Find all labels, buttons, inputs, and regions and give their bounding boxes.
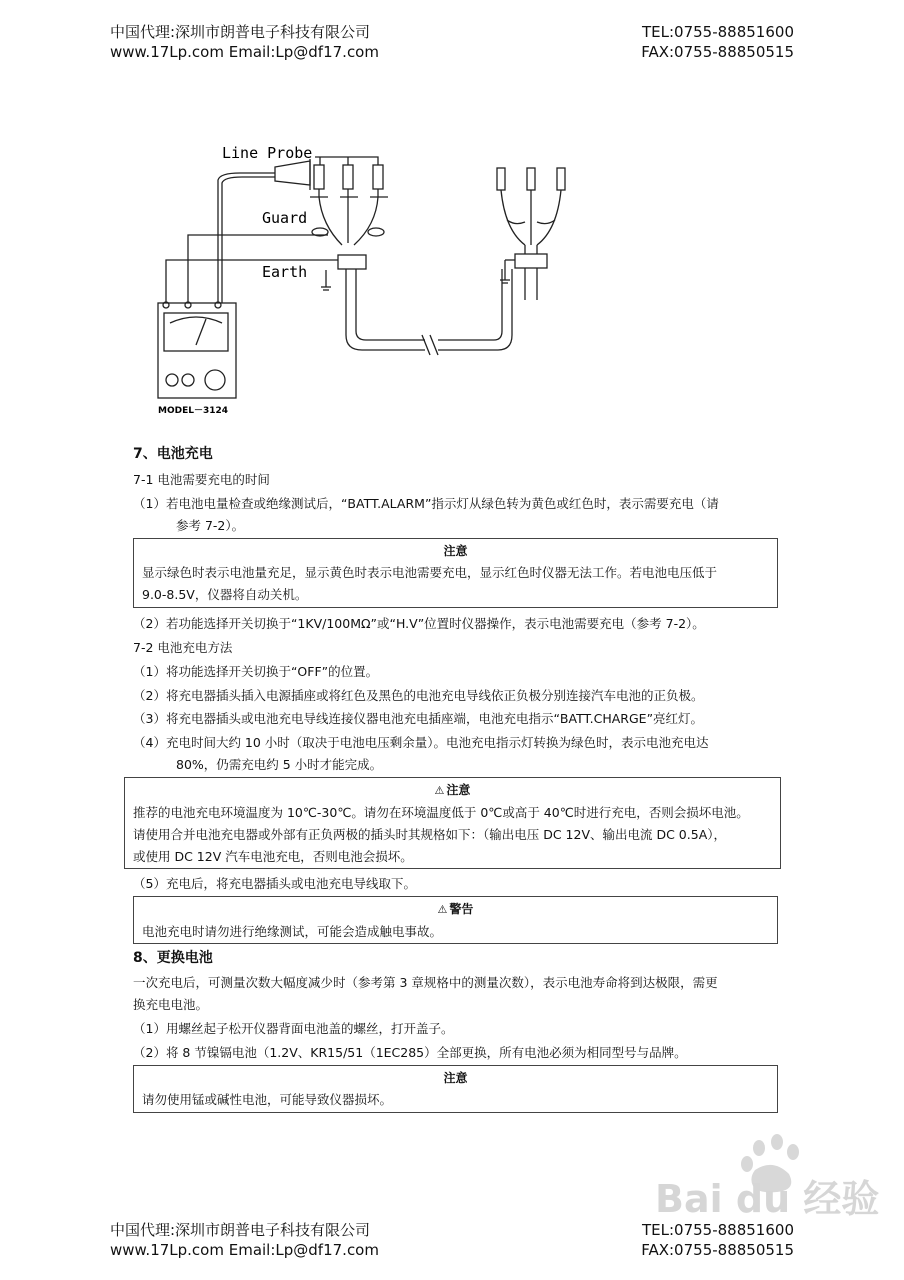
warning-title: 警告	[449, 902, 474, 916]
note-box-2	[124, 777, 781, 869]
method-1: （1）将功能选择开关切换于“OFF”的位置。	[133, 664, 379, 679]
para-8a: 一次充电后，可测量次数大幅度减少时（参考第 3 章规格中的测量次数），表示电池寿命将到达极限，需更	[133, 975, 718, 990]
footer-web-email: www.17Lp.com Email:Lp@df17.com	[110, 1241, 379, 1259]
meter-display	[164, 313, 228, 351]
warning-triangle-icon: ⚠	[434, 784, 445, 797]
note-2-title: 注意	[446, 783, 471, 797]
note-2-line-2: 请使用合并电池充电器或外部有正负两极的插头时其规格如下：（输出电压 DC 12V、输出电流 DC 0.5A），	[133, 827, 726, 842]
header-fax: FAX:0755-88850515	[641, 43, 794, 61]
footer-fax: FAX:0755-88850515	[641, 1241, 794, 1259]
warning-line-1: 电池充电时请勿进行绝缘测试，可能会造成触电事故。	[142, 924, 443, 939]
method-4b: 80%，仍需充电约 5 小时才能完成。	[176, 757, 383, 772]
method-5: （5）充电后，将充电器插头或电池充电导线取下。	[133, 876, 416, 891]
subsection-7-2: 7-2 电池充电方法	[133, 640, 233, 655]
footer-tel: TEL:0755-88851600	[642, 1221, 794, 1239]
cable-far-end-drawing	[485, 160, 585, 300]
subsection-7-1: 7-1 电池需要充电的时间	[133, 472, 270, 487]
method-3: （3）将充电器插头或电池充电导线连接仪器电池充电插座端，电池充电指示“BATT.CHARGE”亮红灯。	[133, 711, 704, 726]
note-box-3	[133, 1065, 778, 1113]
label-earth: Earth	[262, 263, 308, 281]
header-company: 中国代理:深圳市朗普电子科技有限公司	[110, 23, 371, 41]
note-box-1	[133, 538, 778, 608]
note-2-line-1: 推荐的电池充电环境温度为 10℃-30℃。请勿在环境温度低于 0℃或高于 40℃时进行充电，否则会损坏电池。	[133, 805, 749, 820]
note-3-title: 注意	[443, 1071, 468, 1085]
para-8b: 换充电电池。	[133, 997, 209, 1012]
para-7-1-1b: 参考 7-2）。	[176, 518, 245, 533]
warning-box	[133, 896, 778, 944]
header-tel: TEL:0755-88851600	[642, 23, 794, 41]
method-2: （2）将充电器插头插入电源插座或将红色及黑色的电池充电导线依正负极分别连接汽车电池的正负极。	[133, 688, 704, 703]
para-7-1-2: （2）若功能选择开关切换于“1KV/100MΩ”或“H.V”位置时仪器操作，表示电池需要充电（参考 7-2）。	[133, 616, 705, 631]
note-3-line-1: 请勿使用锰或碱性电池，可能导致仪器损坏。	[142, 1092, 393, 1107]
label-model: MODEL－3124	[158, 406, 229, 416]
method-4a: （4）充电时间大约 10 小时（取决于电池电压剩余量）。电池充电指示灯转换为绿色时，表示电池充电达	[133, 735, 709, 750]
para-7-1-1a: （1）若电池电量检查或绝缘测试后，“BATT.ALARM”指示灯从绿色转为黄色或红色时，表示需要充电（请	[133, 496, 719, 511]
label-line-probe: Line Probe	[222, 144, 313, 162]
header-web-email: www.17Lp.com Email:Lp@df17.com	[110, 43, 379, 61]
note-1-title: 注意	[443, 544, 468, 558]
note-2-line-3: 或使用 DC 12V 汽车电池充电，否则电池会损坏。	[133, 849, 413, 864]
note-1-line-2: 9.0-8.5V，仪器将自动关机。	[142, 587, 308, 602]
label-guard: Guard	[262, 209, 308, 227]
footer-company: 中国代理:深圳市朗普电子科技有限公司	[110, 1221, 371, 1239]
replace-step-2: （2）将 8 节镍镉电池（1.2V、KR15/51（1EC285）全部更换，所有电池必须为相同型号与品牌。	[133, 1045, 687, 1060]
section-7-title: 7、电池充电	[133, 446, 213, 462]
watermark-text: Bai du 经验	[655, 1177, 880, 1221]
warning-triangle-icon: ⚠	[437, 903, 448, 916]
note-1-line-1: 显示绿色时表示电池量充足，显示黄色时表示电池需要充电，显示红色时仪器无法工作。若电池电压低于	[142, 565, 718, 580]
section-8-title: 8、更换电池	[133, 950, 213, 966]
replace-step-1: （1）用螺丝起子松开仪器背面电池盖的螺丝，打开盖子。	[133, 1021, 454, 1036]
